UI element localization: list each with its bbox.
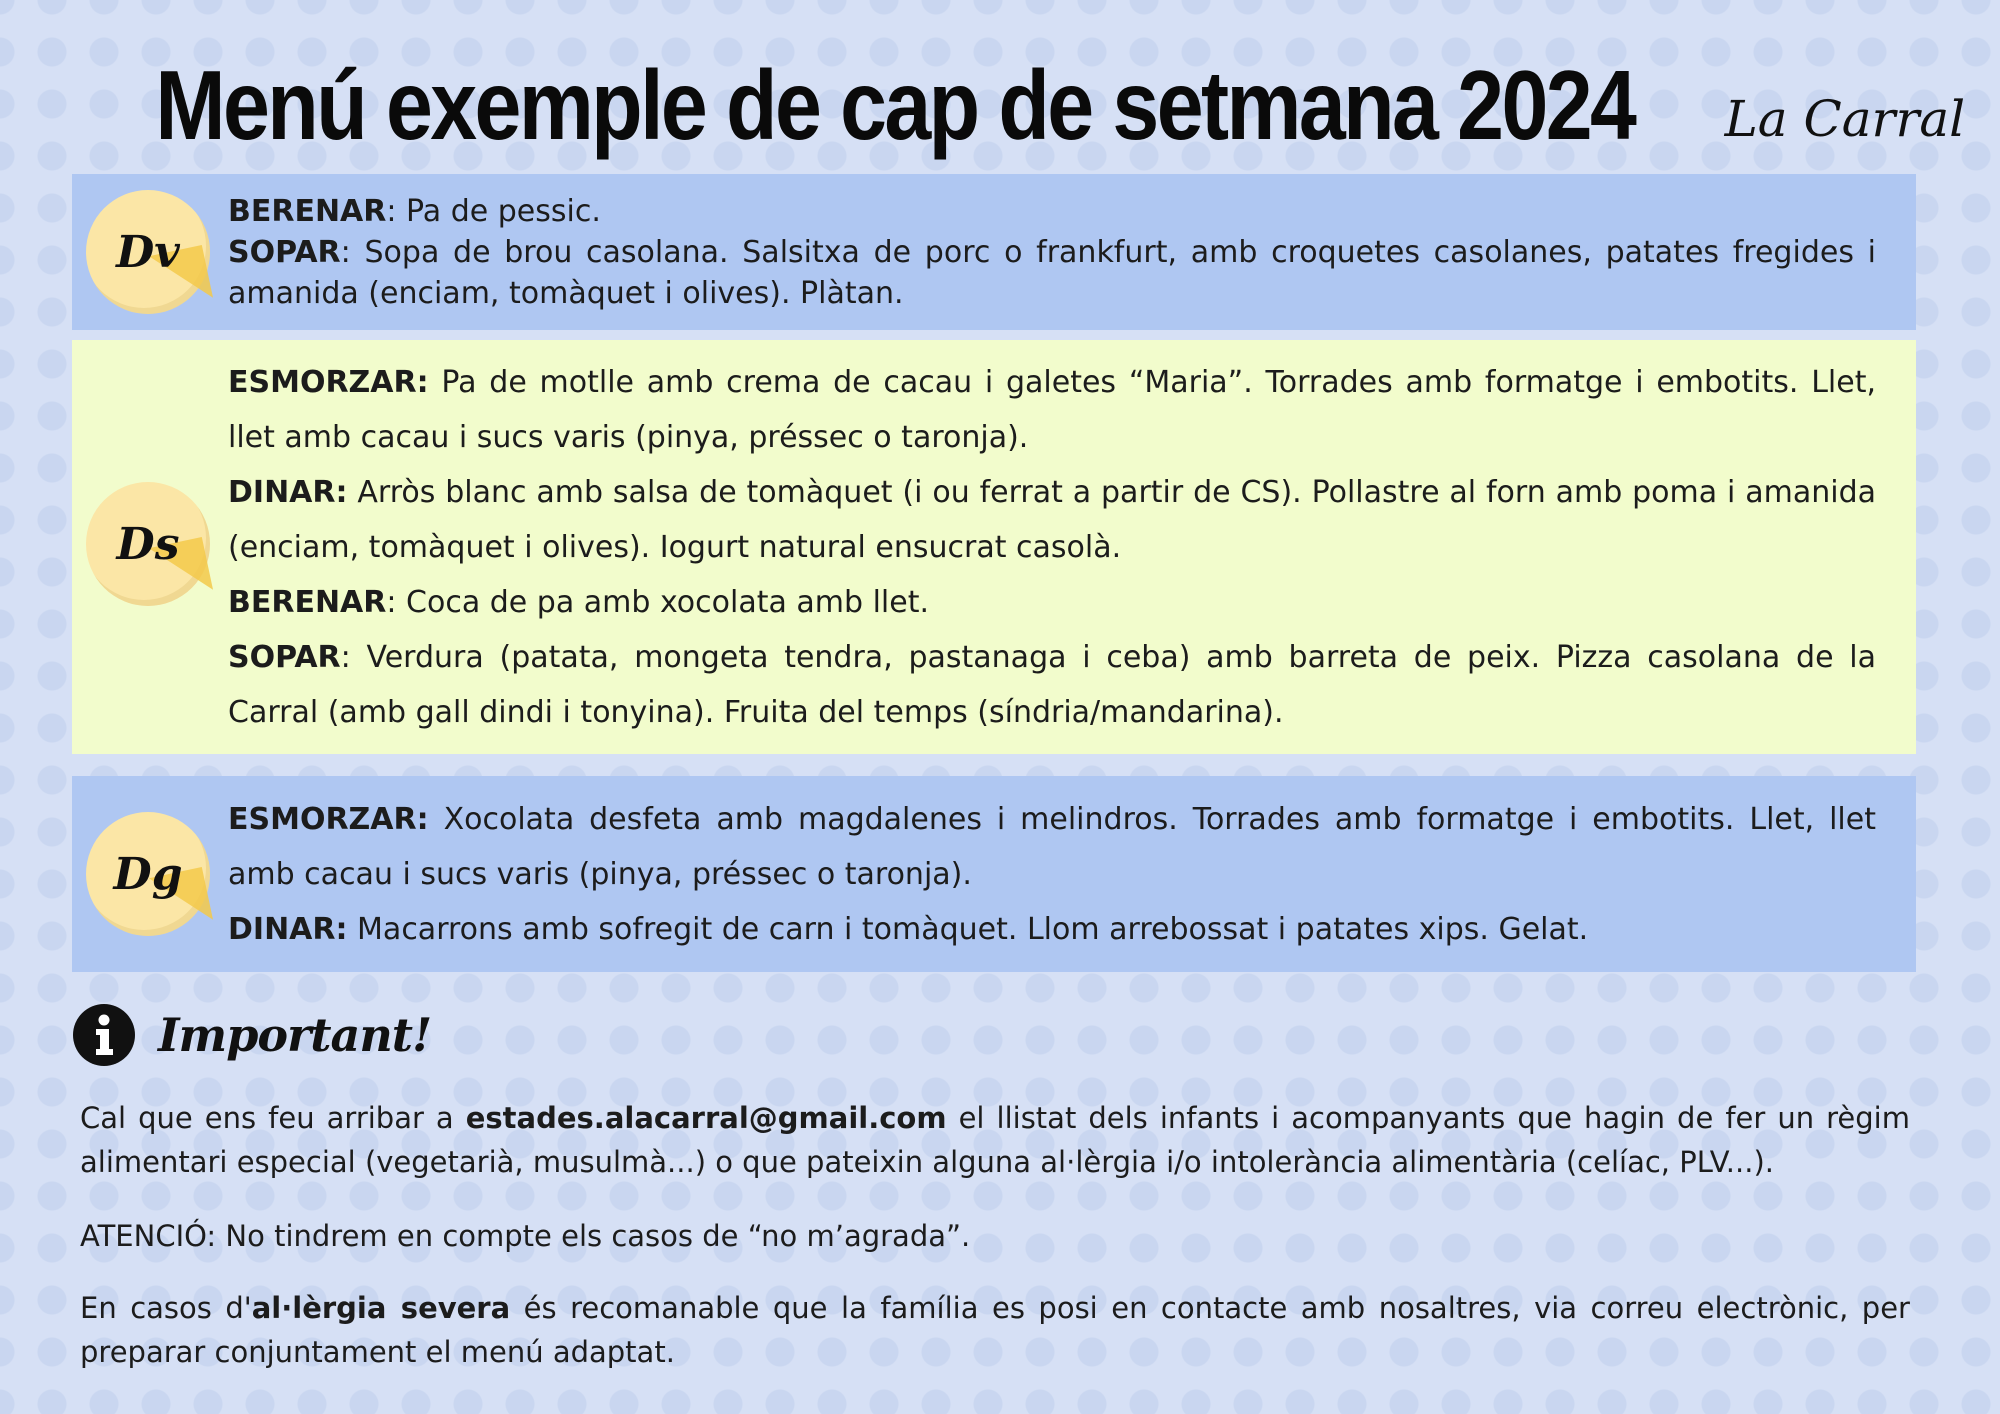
- severe-allergy-emphasis: al·lèrgia severa: [251, 1291, 511, 1325]
- meal-item: [228, 902, 1876, 957]
- brand-logo-text: La Carral: [1724, 90, 1966, 148]
- important-title: Important!: [158, 1008, 432, 1062]
- meal-label: BERENAR: [228, 193, 387, 229]
- page-title: Menú exemple de cap de setmana 2024: [155, 50, 1635, 160]
- meal-text: Sopa de brou casolana. Salsitxa de porc o frankfurt, amb croquetes casolanes, patates fregides i amanida (enciam, tomàquet i olives). Plàtan.: [228, 234, 1876, 311]
- meal-label: BERENAR: [228, 584, 387, 620]
- info-icon: [72, 1003, 136, 1067]
- meal-text: Pa de pessic.: [406, 193, 601, 229]
- meal-item: BERENAR: Coca de pa amb xocolata amb llet.: [228, 584, 929, 620]
- day-badge-sticker: [86, 190, 210, 314]
- meal-item: SOPAR: Sopa de brou casolana. Salsitxa de porc o frankfurt, amb croquetes casolanes, patates fregides i amanida (enciam, tomàquet i olives). Plàtan.: [228, 234, 1876, 311]
- meal-text: Pa de motlle amb crema de cacau i galetes “Maria”. Torrades amb formatge i embotits. Llet, llet amb cacau i sucs varis (pinya, préssec o taronja).: [228, 364, 1876, 455]
- meal-item: [228, 355, 1876, 465]
- attention-notice: ATENCIÓ: No tindrem en compte els casos de “no m’agrada”.: [80, 1219, 971, 1253]
- meal-text: Verdura (patata, mongeta tendra, pastanaga i ceba) amb barreta de peix. Pizza casolana de la Carral (amb gall dindi i tonyina). Fruita del temps (síndria/mandarina).: [228, 639, 1876, 730]
- meal-label: ESMORZAR:: [228, 801, 429, 837]
- day-panel-saturday: [72, 340, 1916, 754]
- meal-label: DINAR:: [228, 911, 348, 947]
- day-badge-sticker: [86, 482, 210, 606]
- meal-text: Coca de pa amb xocolata amb llet.: [406, 584, 929, 620]
- day-badge-label: Ds: [116, 518, 180, 570]
- day-panel-friday: [72, 174, 1916, 330]
- severe-allergy-notice: En casos d'al·lèrgia severa és recomanable que la família es posi en contacte amb nosaltres, via correu electrònic, per preparar conjuntament el menú adaptat.: [80, 1291, 1910, 1369]
- allergy-notice: Cal que ens feu arribar a estades.alacarral@gmail.com el llistat dels infants i acompanyants que hagin de fer un règim alimentari especial (vegetarià, musulmà...) o que pateixin alguna al·lèrgia i/o intolerància alimentària (celíac, PLV...).: [80, 1101, 1910, 1179]
- day-badge-sticker: [86, 812, 210, 936]
- meal-text: Macarrons amb sofregit de carn i tomàquet. Llom arrebossat i patates xips. Gelat.: [357, 911, 1589, 947]
- meal-item: [228, 465, 1876, 575]
- meal-label: SOPAR: [228, 234, 341, 270]
- meal-label: ESMORZAR:: [228, 364, 429, 400]
- meal-item: SOPAR: Verdura (patata, mongeta tendra, pastanaga i ceba) amb barreta de peix. Pizza casolana de la Carral (amb gall dindi i tonyina). Fruita del temps (síndria/mandarina).: [228, 639, 1876, 730]
- day-panel-sunday: [72, 776, 1916, 972]
- meal-text: Arròs blanc amb salsa de tomàquet (i ou ferrat a partir de CS). Pollastre al forn amb poma i amanida (enciam, tomàquet i olives). Iogurt natural ensucrat casolà.: [228, 474, 1876, 565]
- important-header: [72, 1000, 431, 1070]
- meal-label: DINAR:: [228, 474, 348, 510]
- contact-email: estades.alacarral@gmail.com: [465, 1101, 947, 1135]
- page-header: [0, 24, 2000, 160]
- meal-item: BERENAR: Pa de pessic.: [228, 193, 601, 229]
- meal-label: SOPAR: [228, 639, 341, 675]
- meal-item: [228, 792, 1876, 902]
- meal-text: Xocolata desfeta amb magdalenes i melindros. Torrades amb formatge i embotits. Llet, llet amb cacau i sucs varis (pinya, préssec o taronja).: [228, 801, 1876, 892]
- day-badge-label: Dv: [116, 226, 180, 278]
- day-badge-label: Dg: [113, 848, 183, 900]
